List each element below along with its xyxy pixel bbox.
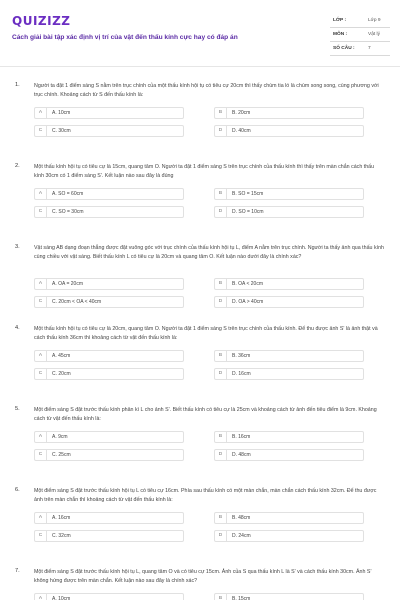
- answer-option-d[interactable]: [214, 296, 364, 308]
- option-letter-badge: B: [215, 279, 227, 289]
- option-text: A. 9cm: [52, 434, 68, 440]
- option-letter-badge: B: [215, 432, 227, 442]
- option-letter-badge: C: [35, 369, 47, 379]
- meta-value-subject: Vật lý: [368, 32, 380, 37]
- option-letter-badge: C: [35, 126, 47, 136]
- answer-option-b[interactable]: [214, 431, 364, 443]
- option-text: C. 25cm: [52, 452, 71, 458]
- question-text: Người ta đặt 1 điểm sáng S nằm trên trục chính của một thấu kính hội tụ có tiêu cự 20cm thì thấy chùm tia ló là chùm song song, cùng phương với trục chính. Khoảng cách từ S đến thấu kính là:: [34, 83, 379, 98]
- option-text: D. SO = 10cm: [232, 209, 264, 215]
- option-text: B. 15cm: [232, 596, 251, 600]
- meta-row-question-count: [330, 42, 390, 56]
- option-text: A. 16cm: [52, 515, 71, 521]
- answer-option-c[interactable]: [34, 296, 184, 308]
- question-number: 6.: [15, 487, 20, 493]
- option-letter-badge: B: [215, 108, 227, 118]
- question-number: 1.: [15, 82, 20, 88]
- option-letter-badge: C: [35, 531, 47, 541]
- question-number: 2.: [15, 163, 20, 169]
- meta-label-grade: LỚP :: [333, 18, 347, 23]
- option-text: D. 48cm: [232, 452, 251, 458]
- question-number: 5.: [15, 406, 20, 412]
- option-letter-badge: A: [35, 594, 47, 600]
- option-letter-badge: B: [215, 189, 227, 199]
- question-item: [0, 400, 400, 481]
- option-text: B. 36cm: [232, 353, 251, 359]
- option-letter-badge: B: [215, 513, 227, 523]
- option-text: C. 20cm < OA < 40cm: [52, 299, 102, 305]
- option-letter-badge: D: [215, 531, 227, 541]
- option-text: B. 48cm: [232, 515, 251, 521]
- answer-option-b[interactable]: [214, 278, 364, 290]
- question-text: Một thấu kính hội tụ có tiêu cự là 15cm, quang tâm O. Người ta đặt 1 điểm sáng S trên trục chính của thấu kính thì thấy trên màn chắn cách thấu kính 30cm có 1 điểm sáng S'. Kết luận nào sau đây là đúng: [34, 164, 375, 179]
- answer-option-d[interactable]: [214, 449, 364, 461]
- answer-option-c[interactable]: [34, 530, 184, 542]
- option-letter-badge: B: [215, 594, 227, 600]
- answer-option-a[interactable]: [34, 350, 184, 362]
- answer-option-c[interactable]: [34, 125, 184, 137]
- option-letter-badge: A: [35, 513, 47, 523]
- question-list: [0, 76, 400, 600]
- option-letter-badge: A: [35, 189, 47, 199]
- answer-option-c[interactable]: [34, 368, 184, 380]
- question-text: Một điểm sáng S đặt trước thấu kính phân kì L cho ảnh S'. Biết thấu kính có tiêu cự là 25cm và khoảng cách từ ảnh đến tiêu điểm là 9cm. Khoảng cách từ vật đến thấu kính là:: [34, 407, 377, 422]
- option-text: D. 16cm: [232, 371, 251, 377]
- answer-option-d[interactable]: [214, 206, 364, 218]
- question-text: Vật sáng AB dạng đoạn thẳng được đặt vuông góc với trục chính của thấu kính hội tụ L, điểm A nằm trên trục chính. Người ta thấy ảnh qua thấu kính cùng chiều với vật sáng. Biết thấu kính L có tiêu cự là 20cm và quang tâm O. Kết luận nào dưới đây là chính xác?: [34, 245, 384, 260]
- worksheet-meta-table: [330, 14, 390, 56]
- option-text: A. 45cm: [52, 353, 71, 359]
- option-text: A. OA = 20cm: [52, 281, 83, 287]
- option-letter-badge: C: [35, 297, 47, 307]
- option-text: B. OA < 20cm: [232, 281, 263, 287]
- option-letter-badge: D: [215, 126, 227, 136]
- option-letter-badge: A: [35, 351, 47, 361]
- option-letter-badge: D: [215, 369, 227, 379]
- meta-value-grade: Lớp 9: [368, 18, 381, 23]
- option-letter-badge: A: [35, 279, 47, 289]
- question-item: [0, 481, 400, 562]
- meta-label-question-count: SỐ CÂU :: [333, 46, 355, 51]
- answer-option-c[interactable]: [34, 206, 184, 218]
- option-text: B. 20cm: [232, 110, 251, 116]
- question-number: 4.: [15, 325, 20, 331]
- option-text: B. SO = 15cm: [232, 191, 264, 197]
- option-letter-badge: D: [215, 297, 227, 307]
- option-text: C. 20cm: [52, 371, 71, 377]
- option-letter-badge: B: [215, 351, 227, 361]
- option-text: C. 32cm: [52, 533, 71, 539]
- meta-row-grade: [330, 14, 390, 28]
- answer-option-a[interactable]: [34, 107, 184, 119]
- option-letter-badge: D: [215, 450, 227, 460]
- question-number: 7.: [15, 568, 20, 574]
- option-text: D. OA > 40cm: [232, 299, 264, 305]
- answer-option-a[interactable]: [34, 431, 184, 443]
- worksheet-title: Cách giải bài tập xác định vị trí của vật đến thấu kính cực hay có đáp án: [12, 34, 238, 41]
- question-item: [0, 76, 400, 157]
- meta-label-subject: MÔN :: [333, 32, 348, 37]
- option-text: C. SO = 30cm: [52, 209, 84, 215]
- option-letter-badge: A: [35, 432, 47, 442]
- answer-option-b[interactable]: [214, 188, 364, 200]
- answer-option-b[interactable]: [214, 107, 364, 119]
- meta-value-question-count: 7: [368, 46, 371, 51]
- option-text: D. 40cm: [232, 128, 251, 134]
- answer-option-a[interactable]: [34, 188, 184, 200]
- option-text: D. 24cm: [232, 533, 251, 539]
- answer-option-b[interactable]: [214, 593, 364, 600]
- answer-option-a[interactable]: [34, 278, 184, 290]
- option-text: A. SO = 60cm: [52, 191, 84, 197]
- question-number: 3.: [15, 244, 20, 250]
- answer-option-a[interactable]: [34, 512, 184, 524]
- answer-option-a[interactable]: [34, 593, 184, 600]
- question-item: [0, 238, 400, 319]
- question-item: [0, 319, 400, 400]
- option-text: A. 10cm: [52, 110, 71, 116]
- option-text: C. 30cm: [52, 128, 71, 134]
- question-text: Một điểm sáng S đặt trước thấu kính hội tụ L, quang tâm O và có tiêu cự 15cm. Ảnh của S qua thấu kính L là S' và cách thấu kính 30cm. Ảnh S' không hứng được trên màn chắn. Kết luận nào sau đây là chính xác?: [34, 569, 372, 584]
- answer-option-d[interactable]: [214, 530, 364, 542]
- header-divider: [0, 66, 400, 67]
- option-text: B. 16cm: [232, 434, 251, 440]
- answer-option-d[interactable]: [214, 368, 364, 380]
- meta-row-subject: [330, 28, 390, 42]
- option-letter-badge: A: [35, 108, 47, 118]
- option-letter-badge: D: [215, 207, 227, 217]
- worksheet-header: [0, 0, 400, 62]
- option-letter-badge: C: [35, 450, 47, 460]
- question-text: Một điểm sáng S đặt trước thấu kính hội tụ L có tiêu cự 16cm. Phía sau thấu kính có một màn chắn, màn chắn cách thấu kính 32cm. Để thu được ảnh trên màn chắn thì khoảng cách từ vật đến thấu kính là:: [34, 488, 377, 503]
- option-letter-badge: C: [35, 207, 47, 217]
- answer-option-c[interactable]: [34, 449, 184, 461]
- answer-option-d[interactable]: [214, 125, 364, 137]
- question-item: [0, 562, 400, 600]
- answer-option-b[interactable]: [214, 350, 364, 362]
- quizizz-logo: QUIZIZZ: [12, 14, 71, 28]
- question-item: [0, 157, 400, 238]
- question-text: Một thấu kính hội tụ có tiêu cự là 20cm, quang tâm O. Người ta đặt 1 điểm sáng S trên trục chính của thấu kính. Để thu được ảnh S' là ảnh thật và cách thấu kính 36cm thì khoảng cách từ vật đến thấu kính là:: [34, 326, 378, 341]
- option-text: A. 10cm: [52, 596, 71, 600]
- answer-option-b[interactable]: [214, 512, 364, 524]
